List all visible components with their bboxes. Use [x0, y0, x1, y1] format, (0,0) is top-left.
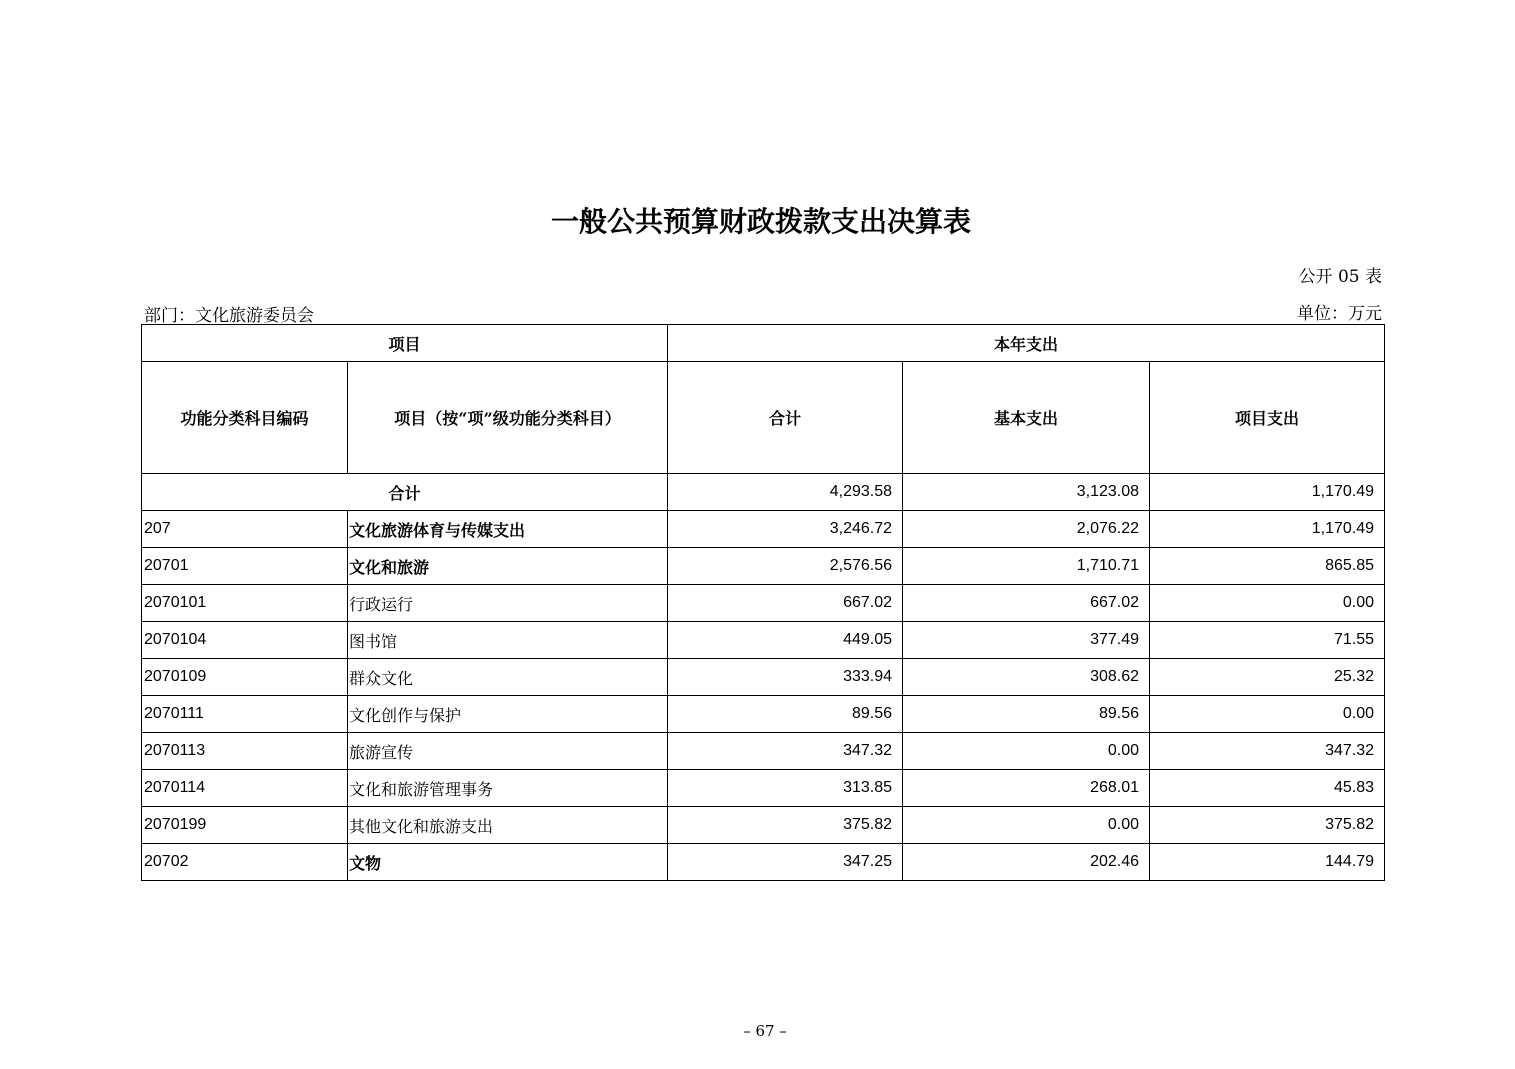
- row-project: 144.79: [1150, 844, 1385, 881]
- row-basic: 2,076.22: [903, 511, 1150, 548]
- row-project: 25.32: [1150, 659, 1385, 696]
- table-row: [142, 548, 1385, 585]
- header-basic: 基本支出: [903, 362, 1150, 474]
- table-row: [142, 770, 1385, 807]
- row-code: 2070114: [142, 770, 348, 807]
- header-project-expense: 项目支出: [1150, 362, 1385, 474]
- row-code: 20701: [142, 548, 348, 585]
- row-name: 行政运行: [348, 585, 668, 622]
- row-name: 文化旅游体育与传媒支出: [348, 511, 668, 548]
- row-name: 文化创作与保护: [348, 696, 668, 733]
- header-project: 项目: [142, 325, 668, 362]
- row-code: 2070113: [142, 733, 348, 770]
- row-total: 313.85: [668, 770, 903, 807]
- row-total: 449.05: [668, 622, 903, 659]
- total-amount: 4,293.58: [668, 474, 903, 511]
- header-current-year: 本年支出: [668, 325, 1385, 362]
- row-code: 2070104: [142, 622, 348, 659]
- total-row: [142, 474, 1385, 511]
- page-title: 一般公共预算财政拨款支出决算表: [550, 205, 971, 238]
- unit-label: 单位：万元: [1297, 304, 1382, 324]
- row-project: 375.82: [1150, 807, 1385, 844]
- row-basic: 0.00: [903, 733, 1150, 770]
- row-basic: 0.00: [903, 807, 1150, 844]
- row-basic: 268.01: [903, 770, 1150, 807]
- row-basic: 377.49: [903, 622, 1150, 659]
- row-project: 0.00: [1150, 585, 1385, 622]
- row-project: 0.00: [1150, 696, 1385, 733]
- row-code: 207: [142, 511, 348, 548]
- row-name: 其他文化和旅游支出: [348, 807, 668, 844]
- table-row: [142, 733, 1385, 770]
- row-project: 71.55: [1150, 622, 1385, 659]
- form-number: 公开 05 表: [1298, 267, 1382, 287]
- total-basic: 3,123.08: [903, 474, 1150, 511]
- table-row: [142, 511, 1385, 548]
- row-code: 20702: [142, 844, 348, 881]
- row-total: 333.94: [668, 659, 903, 696]
- row-code: 2070101: [142, 585, 348, 622]
- row-name: 文化和旅游管理事务: [348, 770, 668, 807]
- row-code: 2070111: [142, 696, 348, 733]
- table-row: [142, 659, 1385, 696]
- expenditure-table: [141, 324, 1385, 881]
- header-row-2: [142, 362, 1385, 474]
- row-project: 347.32: [1150, 733, 1385, 770]
- row-code: 2070199: [142, 807, 348, 844]
- row-basic: 1,710.71: [903, 548, 1150, 585]
- department-label: 部门：文化旅游委员会: [144, 306, 314, 326]
- header-row-1: [142, 325, 1385, 362]
- row-total: 89.56: [668, 696, 903, 733]
- table-row: [142, 585, 1385, 622]
- page-number: – 67 –: [743, 1022, 787, 1040]
- table-row: [142, 622, 1385, 659]
- header-item: 项目（按“项”级功能分类科目）: [348, 362, 668, 474]
- row-total: 347.32: [668, 733, 903, 770]
- row-name: 文化和旅游: [348, 548, 668, 585]
- row-total: 3,246.72: [668, 511, 903, 548]
- row-name: 文物: [348, 844, 668, 881]
- header-total: 合计: [668, 362, 903, 474]
- row-name: 图书馆: [348, 622, 668, 659]
- row-project: 865.85: [1150, 548, 1385, 585]
- table-row: [142, 807, 1385, 844]
- header-code: 功能分类科目编码: [142, 362, 348, 474]
- row-project: 45.83: [1150, 770, 1385, 807]
- row-basic: 89.56: [903, 696, 1150, 733]
- row-project: 1,170.49: [1150, 511, 1385, 548]
- row-basic: 308.62: [903, 659, 1150, 696]
- table-row: [142, 696, 1385, 733]
- total-label: 合计: [142, 474, 668, 511]
- row-basic: 667.02: [903, 585, 1150, 622]
- table-row: [142, 844, 1385, 881]
- row-total: 667.02: [668, 585, 903, 622]
- row-total: 375.82: [668, 807, 903, 844]
- row-basic: 202.46: [903, 844, 1150, 881]
- row-total: 2,576.56: [668, 548, 903, 585]
- row-code: 2070109: [142, 659, 348, 696]
- row-name: 旅游宣传: [348, 733, 668, 770]
- row-total: 347.25: [668, 844, 903, 881]
- row-name: 群众文化: [348, 659, 668, 696]
- total-project: 1,170.49: [1150, 474, 1385, 511]
